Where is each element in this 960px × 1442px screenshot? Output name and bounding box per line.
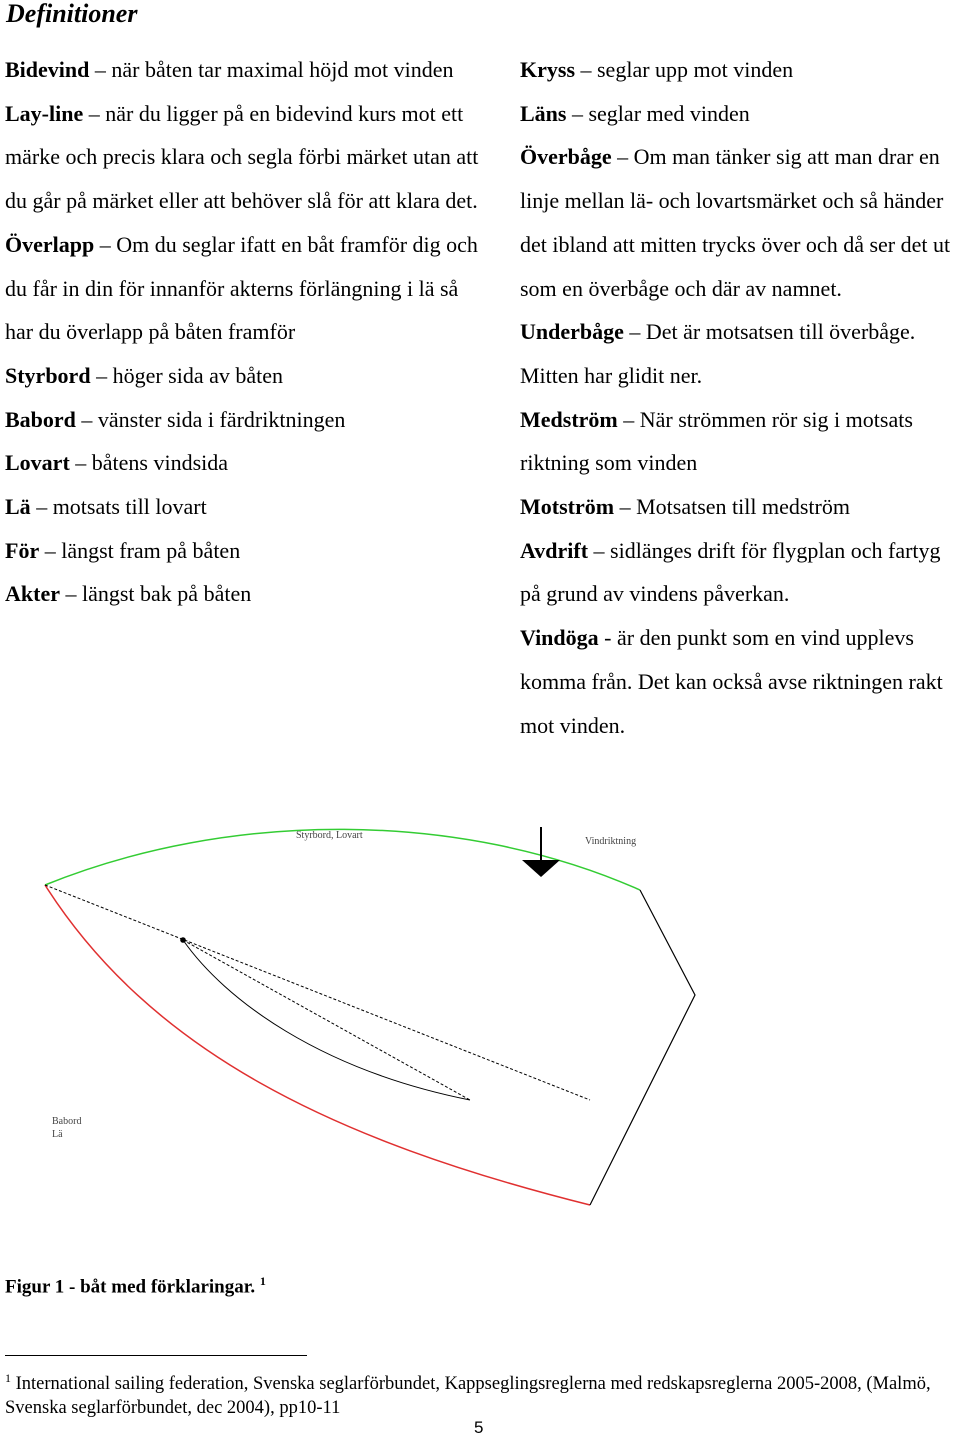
definitions-left-column bbox=[5, 48, 485, 616]
definition-term: Lovart bbox=[5, 450, 70, 476]
definition-lay-line bbox=[5, 92, 485, 223]
definition-term: Bidevind bbox=[5, 57, 90, 82]
caption-footnote-ref: 1 bbox=[259, 1274, 266, 1288]
wind-direction-label: Vindriktning bbox=[585, 836, 637, 847]
page-number: 5 bbox=[474, 1418, 484, 1437]
definition-styrbord bbox=[5, 354, 485, 398]
sail-curve bbox=[183, 940, 470, 1100]
port-label: Babord bbox=[52, 1116, 82, 1127]
definition-text: – seglar upp mot vinden bbox=[575, 57, 794, 82]
definition-text: – när båten tar maximal höjd mot vinden bbox=[89, 57, 454, 82]
definition-kryss bbox=[520, 48, 960, 92]
definition-lovart bbox=[5, 441, 485, 485]
starboard-label: Styrbord, Lovart bbox=[296, 830, 363, 841]
definition-text: - är den punkt som en vind upplevs komma från. Det kan också avse riktningen rakt mot vinden. bbox=[520, 625, 943, 738]
definition-term: Akter bbox=[5, 581, 60, 607]
definition-text: – motsats till lovart bbox=[30, 494, 207, 520]
definition-underbage bbox=[520, 310, 960, 397]
footnote-number: 1 bbox=[5, 1371, 11, 1385]
definition-text: – båtens vindsida bbox=[69, 450, 229, 476]
definition-text: – när du ligger på en bidevind kurs mot ett märke och precis klara och segla förbi märket utan att du går på märket eller att behöver slå för att klara det. bbox=[5, 100, 479, 214]
definition-text: – vänster sida i färdriktningen bbox=[75, 406, 346, 432]
figure-caption bbox=[5, 1274, 266, 1298]
footnote-text: International sailing federation, Svenska seglarförbundet, Kappseglingsreglerna med redskapsreglerna 2005-2008, (Malmö, Svenska seglarförbundet, dec 2004), pp10-11 bbox=[5, 1374, 931, 1419]
leeward-label: Lä bbox=[52, 1129, 63, 1140]
definitions-right-column bbox=[520, 48, 960, 747]
page-heading: Definitioner bbox=[6, 0, 138, 28]
definition-term: Underbåge bbox=[520, 319, 624, 345]
definition-medstrom bbox=[520, 398, 960, 485]
definition-text: – Motsatsen till medström bbox=[614, 494, 850, 520]
mast-dot bbox=[180, 937, 186, 943]
definition-motstrom bbox=[520, 485, 960, 529]
definition-vindoga bbox=[520, 616, 960, 747]
definition-text: – Om man tänker sig att man drar en linje mellan lä- och lovartsmärket och så händer det ibland att mitten trycks över och då ser det ut som en överbåge och där av namnet. bbox=[520, 144, 951, 301]
definition-overlapp bbox=[5, 223, 485, 354]
definition-text: – seglar med vinden bbox=[566, 100, 750, 126]
definition-text: – När strömmen rör sig i motsats riktning som vinden bbox=[520, 406, 913, 476]
stern-outline bbox=[590, 890, 695, 1205]
definition-term: Läns bbox=[520, 100, 567, 126]
definition-babord bbox=[5, 398, 485, 442]
sail-chord bbox=[183, 940, 470, 1100]
definition-term: Styrbord bbox=[5, 362, 91, 388]
definition-text: – höger sida av båten bbox=[90, 362, 283, 388]
definition-text: – längst fram på båten bbox=[39, 537, 241, 563]
definition-akter bbox=[5, 572, 485, 616]
definition-term: Lay-line bbox=[5, 100, 84, 126]
footnote-divider bbox=[5, 1355, 307, 1356]
boat-diagram bbox=[0, 815, 960, 1245]
definition-for bbox=[5, 529, 485, 573]
definition-bidevind bbox=[5, 48, 485, 92]
footnote bbox=[5, 1366, 950, 1420]
definition-text: – Om du seglar ifatt en båt framför dig och du får in din för innanför akterns förlängning i lä så har du överlapp på båten framför bbox=[5, 231, 478, 345]
definition-text: – sidlänges drift för flygplan och fartyg på grund av vindens påverkan. bbox=[520, 537, 941, 607]
definition-term: Medström bbox=[520, 406, 618, 432]
port-edge bbox=[45, 885, 590, 1205]
definition-term: Motström bbox=[520, 494, 615, 520]
definition-la bbox=[5, 485, 485, 529]
definition-avdrift bbox=[520, 529, 960, 616]
definition-overbage bbox=[520, 135, 960, 310]
definition-term: Avdrift bbox=[520, 537, 589, 563]
definition-text: – Det är motsatsen till överbåge. Mitten har glidit ner. bbox=[520, 319, 916, 388]
definition-term: Överbåge bbox=[520, 144, 612, 170]
definition-term: För bbox=[5, 537, 40, 563]
definition-term: Kryss bbox=[520, 57, 575, 82]
definition-term: Babord bbox=[5, 406, 76, 432]
definition-term: Överlapp bbox=[5, 231, 95, 257]
centre-line bbox=[45, 885, 590, 1100]
definition-term: Lä bbox=[5, 494, 31, 520]
wind-arrow-head bbox=[522, 860, 560, 877]
definition-term: Vindöga bbox=[520, 625, 599, 651]
caption-text: Figur 1 - båt med förklaringar. bbox=[5, 1276, 256, 1298]
definition-text: – längst bak på båten bbox=[59, 581, 252, 607]
definition-lans bbox=[520, 92, 960, 136]
